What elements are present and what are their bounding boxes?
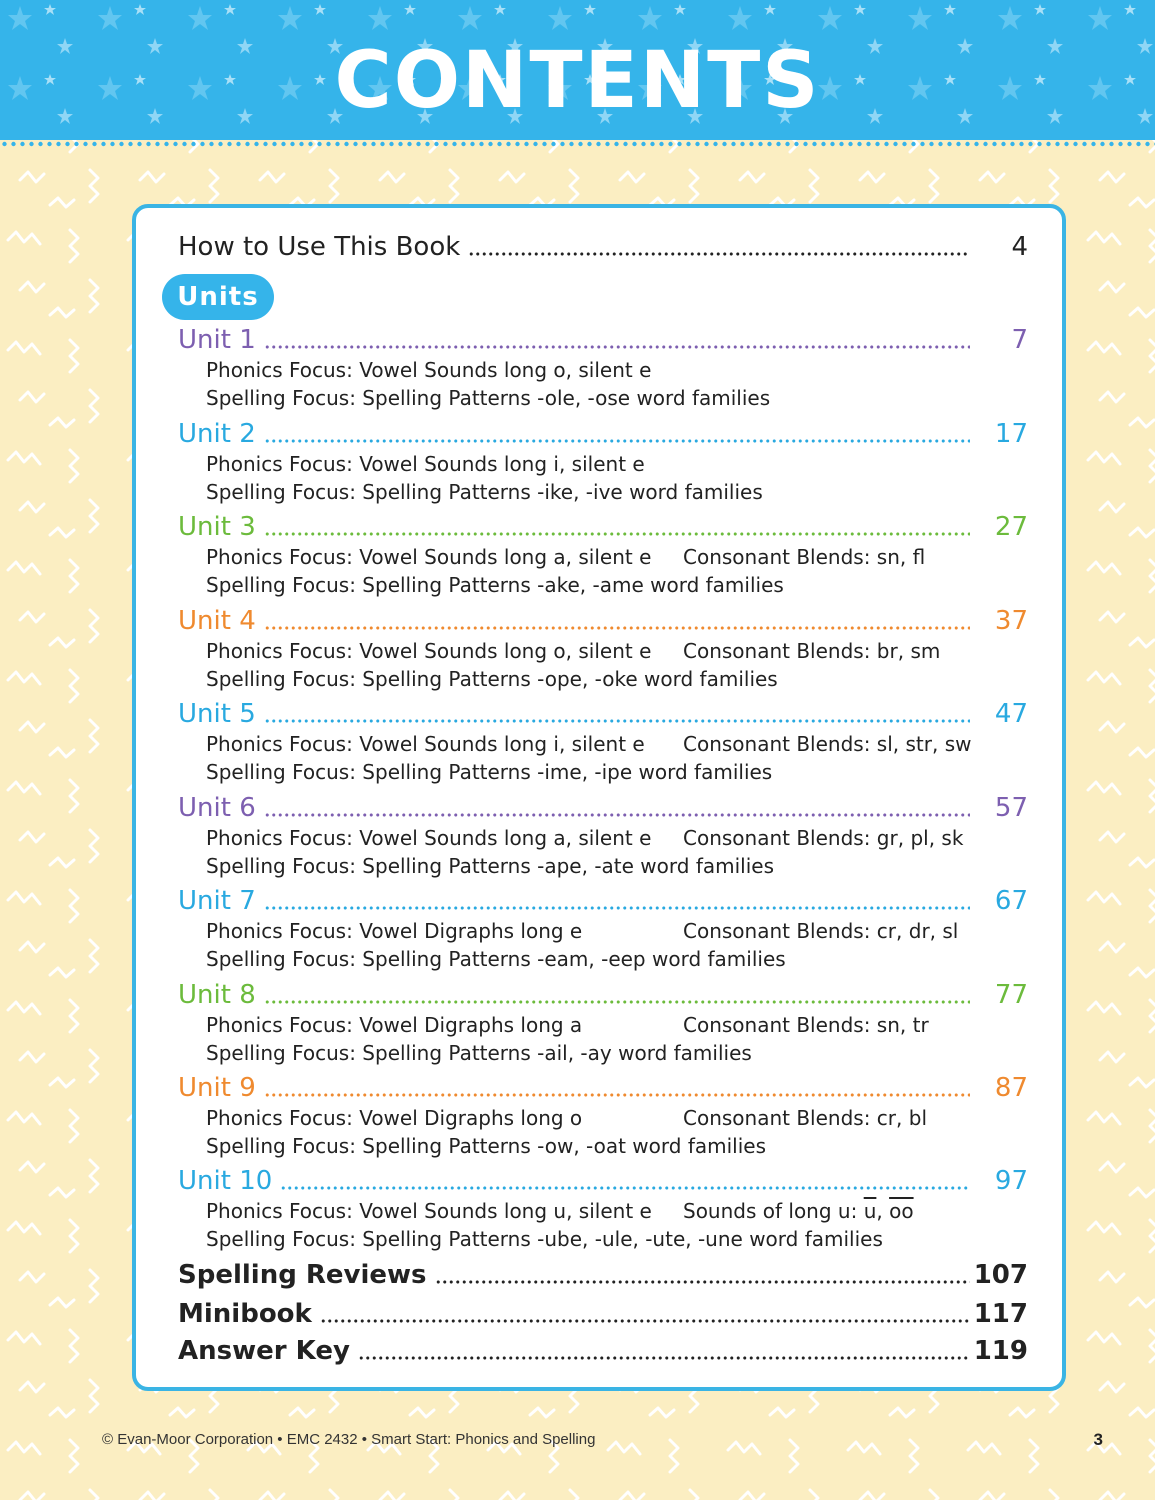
unit-page: 57 bbox=[994, 793, 1028, 823]
toc-entry-unit-1[interactable] bbox=[178, 322, 1028, 356]
unit-page: 47 bbox=[994, 699, 1028, 729]
unit-page: 97 bbox=[994, 1166, 1028, 1196]
unit-consonant-blends: Consonant Blends: gr, pl, sk bbox=[683, 826, 964, 850]
header-banner bbox=[0, 0, 1155, 140]
toc-entry-unit-3[interactable] bbox=[178, 509, 1028, 543]
toc-entry-unit-5[interactable] bbox=[178, 696, 1028, 730]
unit-consonant-blends: Consonant Blends: sn, fl bbox=[683, 545, 926, 569]
unit-label: Unit 6 bbox=[178, 793, 256, 823]
dot-leader bbox=[280, 1186, 970, 1190]
toc-entry-unit-7[interactable] bbox=[178, 883, 1028, 917]
unit-spelling-focus: Spelling Focus: Spelling Patterns -eam, -eep word families bbox=[206, 947, 786, 971]
unit-consonant-blends: Consonant Blends: br, sm bbox=[683, 639, 941, 663]
unit-spelling-focus: Spelling Focus: Spelling Patterns -ow, -oat word families bbox=[206, 1134, 766, 1158]
unit-phonics-focus: Phonics Focus: Vowel Sounds long i, silent e bbox=[206, 452, 645, 476]
unit-phonics-focus: Phonics Focus: Vowel Sounds long o, silent e bbox=[206, 358, 652, 382]
unit-page: 67 bbox=[994, 886, 1028, 916]
unit-spelling-focus: Spelling Focus: Spelling Patterns -ope, -oke word families bbox=[206, 667, 778, 691]
unit-label: Unit 8 bbox=[178, 980, 256, 1010]
dot-leader bbox=[264, 719, 970, 723]
unit-page: 7 bbox=[1011, 325, 1028, 355]
toc-entry-unit-4[interactable] bbox=[178, 603, 1028, 637]
unit-spelling-focus: Spelling Focus: Spelling Patterns -ape, -ate word families bbox=[206, 854, 774, 878]
toc-entry-answer-key[interactable] bbox=[178, 1333, 1028, 1367]
toc-entry-page: 4 bbox=[1011, 232, 1028, 262]
unit-phonics-focus: Phonics Focus: Vowel Digraphs long a bbox=[206, 1013, 583, 1037]
unit-long-u-sounds bbox=[683, 1199, 914, 1223]
unit-page: 77 bbox=[994, 980, 1028, 1010]
unit-page: 27 bbox=[994, 512, 1028, 542]
unit-label: Unit 5 bbox=[178, 699, 256, 729]
unit-spelling-focus: Spelling Focus: Spelling Patterns -ail, -ay word families bbox=[206, 1041, 752, 1065]
unit-phonics-focus: Phonics Focus: Vowel Sounds long a, silent e bbox=[206, 545, 652, 569]
toc-entry-page: 107 bbox=[973, 1260, 1028, 1290]
toc-entry-unit-6[interactable] bbox=[178, 790, 1028, 824]
toc-entry-label: Answer Key bbox=[178, 1336, 350, 1366]
unit-label: Unit 3 bbox=[178, 512, 256, 542]
unit-consonant-blends: Consonant Blends: cr, bl bbox=[683, 1106, 927, 1130]
page-title: CONTENTS bbox=[334, 36, 821, 126]
unit-phonics-focus: Phonics Focus: Vowel Sounds long o, silent e bbox=[206, 639, 652, 663]
unit-spelling-focus: Spelling Focus: Spelling Patterns -ube, -ule, -ute, -une word families bbox=[206, 1227, 883, 1251]
dot-leader bbox=[320, 1319, 970, 1323]
dot-leader bbox=[264, 1000, 970, 1004]
unit-page: 87 bbox=[994, 1073, 1028, 1103]
unit-phonics-focus: Phonics Focus: Vowel Sounds long a, silent e bbox=[206, 826, 652, 850]
long-oo-symbol: $\overline{oo}$ bbox=[889, 1199, 914, 1223]
unit-page: 17 bbox=[994, 419, 1028, 449]
toc-entry-page: 117 bbox=[973, 1299, 1028, 1329]
long-u-label: Sounds of long u: bbox=[683, 1199, 864, 1223]
unit-phonics-focus: Phonics Focus: Vowel Sounds long i, silent e bbox=[206, 732, 645, 756]
unit-label: Unit 9 bbox=[178, 1073, 256, 1103]
long-u-separator: , bbox=[876, 1199, 890, 1223]
toc-entry-label: Spelling Reviews bbox=[178, 1260, 427, 1290]
toc-entry-label: Minibook bbox=[178, 1299, 312, 1329]
toc-entry-minibook[interactable] bbox=[178, 1296, 1028, 1330]
unit-consonant-blends: Consonant Blends: sn, tr bbox=[683, 1013, 929, 1037]
unit-consonant-blends: Consonant Blends: cr, dr, sl bbox=[683, 919, 959, 943]
toc-entry-unit-2[interactable] bbox=[178, 416, 1028, 450]
unit-spelling-focus: Spelling Focus: Spelling Patterns -ake, -ame word families bbox=[206, 573, 784, 597]
toc-entry-how-to-use[interactable] bbox=[178, 229, 1028, 263]
unit-label: Unit 10 bbox=[178, 1166, 273, 1196]
unit-label: Unit 1 bbox=[178, 325, 256, 355]
unit-phonics-focus: Phonics Focus: Vowel Digraphs long o bbox=[206, 1106, 583, 1130]
dot-leader bbox=[358, 1356, 970, 1360]
units-badge: Units bbox=[162, 274, 274, 320]
unit-phonics-focus: Phonics Focus: Vowel Digraphs long e bbox=[206, 919, 583, 943]
toc-entry-spelling-reviews[interactable] bbox=[178, 1257, 1028, 1291]
dot-leader bbox=[264, 626, 970, 630]
toc-entry-unit-8[interactable] bbox=[178, 977, 1028, 1011]
unit-label: Unit 4 bbox=[178, 606, 256, 636]
unit-label: Unit 7 bbox=[178, 886, 256, 916]
toc-entry-label: How to Use This Book bbox=[178, 232, 461, 262]
footer-credit: © Evan-Moor Corporation • EMC 2432 • Smart Start: Phonics and Spelling bbox=[102, 1431, 596, 1448]
dot-leader bbox=[435, 1280, 970, 1284]
unit-spelling-focus: Spelling Focus: Spelling Patterns -ike, -ive word families bbox=[206, 480, 763, 504]
unit-phonics-focus: Phonics Focus: Vowel Sounds long u, silent e bbox=[206, 1199, 652, 1223]
unit-page: 37 bbox=[994, 606, 1028, 636]
dot-leader bbox=[468, 252, 970, 256]
toc-entry-page: 119 bbox=[973, 1336, 1028, 1366]
toc-entry-unit-9[interactable] bbox=[178, 1070, 1028, 1104]
dot-leader bbox=[264, 439, 970, 443]
toc-entry-unit-10[interactable] bbox=[178, 1163, 1028, 1197]
unit-spelling-focus: Spelling Focus: Spelling Patterns -ime, -ipe word families bbox=[206, 760, 773, 784]
unit-consonant-blends: Consonant Blends: sl, str, sw bbox=[683, 732, 972, 756]
header-dotted-border bbox=[0, 140, 1155, 150]
long-u-symbol: $\overline{u}$ bbox=[863, 1199, 877, 1223]
unit-label: Unit 2 bbox=[178, 419, 256, 449]
dot-leader bbox=[264, 813, 970, 817]
dot-leader bbox=[264, 906, 970, 910]
dot-leader bbox=[264, 345, 970, 349]
dot-leader bbox=[264, 532, 970, 536]
footer-page-number: 3 bbox=[1093, 1430, 1103, 1449]
unit-spelling-focus: Spelling Focus: Spelling Patterns -ole, -ose word families bbox=[206, 386, 771, 410]
dot-leader bbox=[264, 1093, 970, 1097]
